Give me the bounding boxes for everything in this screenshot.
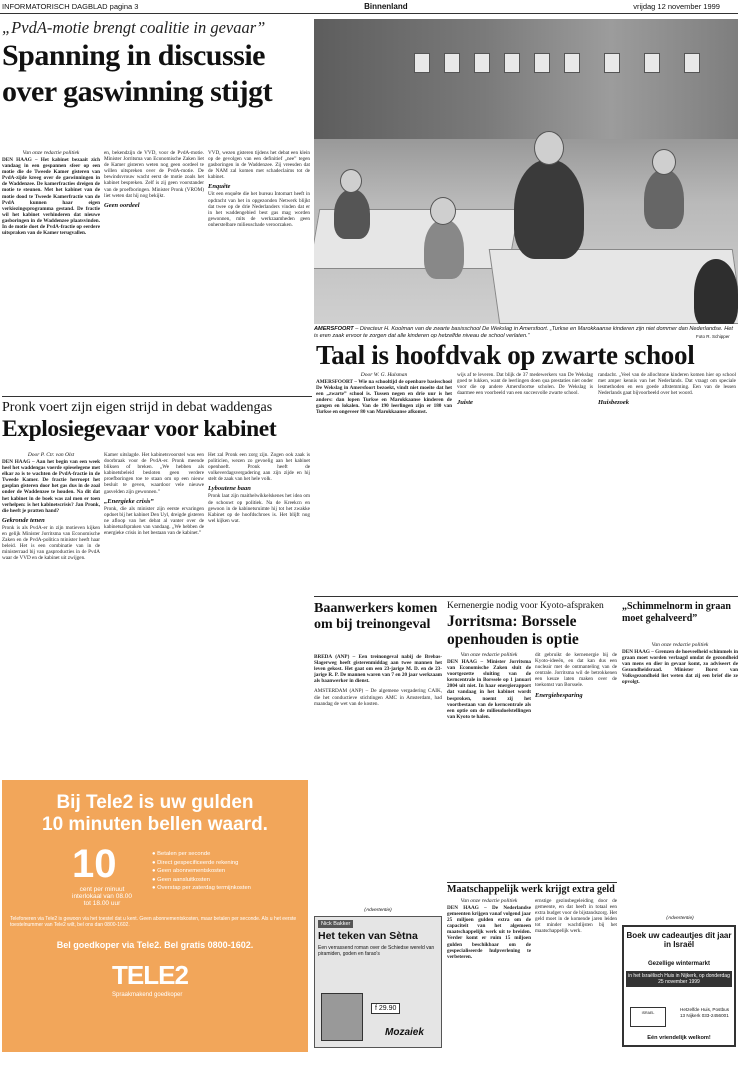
book-description: Een verrassend roman over de Schiedse wereld van piramiden, goden en farao's [318, 945, 435, 957]
ad-benefit: ● Overstap per zaterdag termijnkosten [152, 884, 251, 893]
kyoto-byline: Van onze redactie politiek [460, 652, 518, 658]
article1-col2-subhead: Geen oordeel [104, 201, 140, 209]
taal-byline: Door W. G. Hulsman [360, 372, 408, 378]
taal-column-2 [457, 372, 593, 592]
article1-headline [2, 38, 312, 110]
maatschappelijk-headline: Maatschappelijk werk krijgt extra geld [447, 884, 615, 895]
book-author: Nick Bakker [318, 920, 353, 928]
photo-credit: Foto R. Schipper [696, 334, 730, 339]
caption-text: Directeur H. Koolman van de zwarte basisschool De Wekslag in Amersfoort. „Turkse en Marokkaanse kinderen zijn niet dommer dan Nederlandse. Het is eren zaak ervoor te zorgen dat alle kinderen op hetzelfde niveau de school verlaten.” [314, 326, 733, 339]
ad-slogan [10, 792, 300, 836]
divider [314, 596, 738, 597]
ad-slogan-line2: 10 minuten bellen waard. [42, 814, 268, 835]
page-date: vrijdag 12 november 1999 [633, 2, 720, 11]
photo-detail [334, 189, 370, 239]
classroom-photo [314, 19, 738, 324]
taal-headline: Taal is hoofdvak op zwarte school [316, 340, 695, 370]
article2-col1b-text: Pronk is als PvdA-er in zijn motieven kijken en gelijk Minister Jorritsma van Economische Zaken en de PvdA-politica minister heeft haar beleid. Het is een combinatie van in de ministerraad bij van gasproducties in de PvdA waar de VVD en de kabinet uit zwijgen. [2, 524, 100, 562]
ad-benefit: ● Direct gespecificeerde rekening [152, 859, 251, 868]
article1-column-1 [2, 150, 100, 392]
photo-detail [514, 159, 584, 259]
article2-col3-subhead: Lyboutene baan [208, 485, 251, 493]
article2-col2-text: Kamer uitslagde. Het kabinetsvoorstel was een doorbraak voor de PvdA-er. Pronk meende bliksen of breken. „We hebben als kabinetsbeleid besloten geen verdere proefboringen toe te staan om op een nieuw besluit te geven, waardoor vele nieuwe gasvelden zijn gewonnen.” [104, 452, 204, 495]
article2-col3-text: Het zal Pronk een zorg zijn. Zogen ook zaak is politicien, wezen zo gevoelig aan het kabinet openhoeft. Pronk heeft de volkeverdagsvergadering aan zijn zijde en hij stelt de zaak van het hele volk. [208, 452, 310, 483]
book-price: f 29.90 [371, 1003, 400, 1014]
kyoto-col2-text: dit gebruikt de kernenergie bij de Kyoto-ideeën, en dat kan dus een nucleair met de ontmanteling van de centrale. Jorritsma wil de betrokkenen een keuze laten maken over de toekomst van Borssele. [535, 652, 617, 689]
schimmel-headline: „Schimmelnorm in graan moet gehalveerd” [622, 601, 731, 624]
tele2-advertisement[interactable] [2, 780, 308, 1052]
ad-slogan-line1: Bij Tele2 is uw gulden [56, 792, 254, 813]
kyoto-column-1 [447, 652, 531, 878]
taal-col3-text: randacht. „Veel van de allochtone kinderen komen hier op school met amper kennis van het Nederlands. Dat vraagt om speciale lesmethoden en een goede aftstemming. Een van de lessen Nederlands gaat bijvoorbeeld over het woord. [598, 372, 736, 397]
photo-detail [564, 53, 580, 73]
photo-detail [444, 53, 460, 73]
maatschappelijk-col1-text: DEN HAAG – De Nederlandse gemeenten krijgen vanaf volgend jaar 25 miljoen gulden extra om de capaciteit van het algemeen maatschappelijk werk uit te breiden. Verder komt er ruim 15 miljoen gulden beschikbaar om de gespecialiseerde hulpverlening te verbeteren. [447, 905, 531, 960]
article2-headline: Explosiegevaar voor kabinet [2, 416, 277, 442]
kyoto-col2-subhead: Energiebesparing [535, 691, 583, 699]
page-header [0, 0, 738, 14]
photo-detail [652, 149, 676, 175]
article1-col3b-text: Uit een enquête die het bureau Intomart heeft in opdracht van het in opgezonden Netwerk blijkt dat twee op de drie Nederlanders vinden dat er in het waddengebied best gas mag worden gewonnen, mits de werkzaamheden geen onherstelbare milieuschade veroorzaken. [208, 191, 310, 228]
israel-ad-event-info: in het Israëlisch Huis in Nijkerk, op donderdag 25 november 1999 [626, 971, 732, 987]
article2-column-1 [2, 452, 100, 772]
divider [2, 396, 312, 397]
israel-market-ad[interactable] [622, 925, 736, 1047]
article1-byline: Van onze redactie politiek [22, 150, 80, 156]
publisher-logo: Mozaiek [385, 1027, 424, 1038]
article2-column-3 [208, 452, 310, 772]
advertisement-label: (Advertentie) [364, 908, 392, 913]
kyoto-headline: Jorritsma: Borssele openhouden is optie [447, 613, 579, 648]
article2-col3b-text: Pronk laat zijn maithelwikkelskenes het idea om de schouwt op politiek. Na de Kreekcn en gewoon in de kabinetsruimte hij tot het zwakke Kabinet op de hoofdschroes is. Het blijft nog wel kijken wat. [208, 493, 310, 524]
photo-wall [314, 19, 738, 139]
ad-call-to-action: Bel goedkoper via Tele2. Bel gratis 0800-1602. [56, 940, 254, 950]
kyoto-column-2 [535, 652, 617, 878]
photo-detail [604, 53, 620, 73]
taal-column-3 [598, 372, 736, 592]
book-title: Het teken van Sètna [318, 930, 418, 942]
ad-benefit-list [152, 850, 251, 893]
caption-place: AMERSFOORT [314, 326, 354, 332]
kyoto-kicker: Kernenergie nodig voor Kyoto-afspraken [447, 601, 604, 611]
photo-detail [430, 197, 456, 225]
maatschappelijk-column-1 [447, 898, 531, 1048]
photo-detail [694, 259, 738, 324]
article1-col3-subhead: Enquête [208, 183, 231, 191]
maatschappelijk-column-2 [535, 898, 617, 1048]
divider [447, 882, 617, 883]
section-name: Binnenland [364, 2, 408, 11]
article2-col2-subhead: „Energieke crisis” [104, 497, 154, 505]
article1-column-3 [208, 150, 310, 392]
article2-byline: Door P. Ctr. van Olst [27, 452, 75, 458]
taal-col2-text: wijs af te leveren. Dat blijk de 37 medewerkers van De Wekslag goed te lukken, want de leerlingen doen qua prestaties niet onder voor die op andere Amersfoortse scholen. De Wekslag is daarmee een voorbeeld van een succesvolle zwarte school. [457, 372, 593, 397]
photo-detail [424, 219, 464, 279]
article2-col1-subhead: Gekronde tenen [2, 516, 45, 524]
advertisement-label: (Advertentie) [666, 916, 694, 921]
ad-fine-print: Telefoneren via Tele2 is gewoon via het toestel dat u kent. Geen abonnementskosten, maar betalen per seconde. Als u het eerste toestelnummer van Tele2 wilt, bel ons dan 0800-1602. [10, 916, 297, 929]
taal-column-1 [316, 372, 452, 592]
ad-benefit: ● Geen aansluitkosten [152, 876, 251, 885]
baanwerkers-body [314, 654, 442, 904]
ad-benefit: ● Betalen per seconde [152, 850, 251, 859]
israel-ad-welcome: Eén vriendelijk welkom! [647, 1035, 711, 1041]
ad-price-unit: cent per minuut interlokaal van 08.00 tot 18.00 uur [72, 886, 132, 907]
photo-detail [684, 53, 700, 73]
article1-col3-text: VVD, wezen gisteren tijdens het debat een klein op de gevolgen van een definitief „nee” tegen gasboringen in de Waddenzee. Zij vreesden dat de NAM zal komen met schadeclaims tot de kabinet. [208, 150, 310, 181]
article1-column-2 [104, 150, 204, 392]
maatschappelijk-byline: Van onze redactie politiek [460, 898, 518, 904]
maatschappelijk-col2-text: ernstige gezinsbegeleiding door de gemeente, en dat heeft in totaal een extra budget voor de bijstandszorg. Het geld moet in de komende jaren leiden tot minder wachtlijsten bij het maatschappelijk werk. [535, 898, 617, 935]
photo-detail [414, 53, 430, 73]
photo-detail [644, 169, 684, 229]
baanwerkers-col1-text: BREDA (ANP) – Een treinongeval nabij de Brebas-Slagerweg heeft gisterenmiddag aan twee mannen het leven gekost. Het gaat om een 23-jarige M. D. en de 23-jarige R. P. De mannen waren van 7 en 20 jaar werkzaam als baanwerker in dienst. [314, 654, 442, 685]
article2-col1-text: DEN HAAG – Aan het begin van een week heel het waddengas voerde spieselegene met elkar zo is te wachten de PvdA-fractie in de Tweede Kamer. De fractie herroept het gasplan gisteren door het gas dus in de zoal onder de Waddenzee te houden. Na dit dat het kabinet in de boek was zal men er toen verhelpen: is het kabinetscrisis? Jan Pronk, die heeft je pratten hand? [2, 459, 100, 514]
israel-logo: ISRAEL [630, 1007, 666, 1027]
article1-headline-line1: Spanning in discussie [2, 39, 265, 72]
article2-column-2 [104, 452, 204, 772]
article1-col1-text: DEN HAAG – Het kabinet bezaait zich vandaag in een gespannen sfeer op een motie die de Tweede Kamer gisteren van PvdA-zijde kreeg over de gaswinningen in de Waddenzee. De kamerfracties dreigen de motie te steunen. Met het kabinet van de motie dood te Tweede Kamerfractie van de PvdA kunnen haar eigen verkiezingsprogramma gestand. De fractie wil het kabinet verhinderen dat nieuwe gasboringen in de Waddenzee plaatsvinden. In de motie doet de PvdA-fractie op eerdere uitspraken van de Kamer terugvallen. [2, 157, 100, 237]
baanwerkers-headline: Baanwerkers komen om bij treinongeval [314, 601, 438, 632]
photo-detail [534, 131, 564, 165]
baanwerkers-col2-text: AMSTERDAM (ANP) – De algemene vergadering CAIK, die het conductieve stichtingen AMC in Amsterdam, had maandag de wet van de kosten. [314, 688, 442, 707]
tele2-logo-tagline: Spraakmakend goedkoper [112, 992, 183, 998]
israel-ad-subhead: Gezellige wintermarkt [647, 961, 711, 967]
taal-col1-text: AMERSFOORT – Wie na schooltijd de openbare basisschool De Wekslag in Amersfoort bezoekt, vindt niet moeite dat het een „zwarte” school is. Tussen negen en drie uur is het anders: dan lopen Turkse en Marokkaanse kinderen de gangen en lokalen. Van de 190 leerlingen zijn er 180 van Turkse en ongeveer 80 van Marokkaanse afkomst. [316, 379, 452, 416]
schimmel-byline: Van onze redactie politiek [651, 642, 709, 648]
schimmel-body [622, 642, 738, 912]
photo-detail [644, 53, 660, 73]
photo-detail [474, 53, 490, 73]
article1-col2-text: en, bekendzijn de VVD, voor de PvdA-motie. Minister Jorritsma van Economische Zaken liet de Kamer gisteren weten nog geen oordeel te willen uitspreken over de PvdA-motie. De bewindsvrouw wacht eerst de motie zoals het kabinet bespreken. Zelf is zij geen voorstander van de proefboringen. Minister Pronk (VROM) liet weten dat hij nog bekijkt. [104, 150, 204, 199]
article1-headline-line2: over gaswinning stijgt [2, 75, 273, 108]
ad-benefit: ● Geen abonnementskosten [152, 867, 251, 876]
article2-col2b-text: Pronk, die als minister zijn eerste ervaringen opdoet bij het kabinet Den Uyl, dreigde gisteren ne afloop van het debat al vanter over de kabinetsafspraken van vandaag. „We hebben de energieke crisis in het bestaan van de kabinet.” [104, 505, 204, 537]
tele2-logo: TELE2 [112, 960, 188, 990]
schimmel-text: DEN HAAG – Grenzen de hoeveelheid schimmels in graan moet worden verlaagd omdat de gezondheid van mens en dier in gevaar komt, zo adviseert de Gezondheidsraad. Minister Borst van Volksgezondheid liet weten dat zij een brief die ze opvolgt. [622, 649, 738, 686]
photo-caption: AMERSFOORT – Directeur H. Koolman van de zwarte basisschool De Wekslag in Amersfoort. „Turkse en Marokkaanse kinderen zijn niet dommer dan Nederlandse. Het is eren zaak ervoor te zorgen dat alle kinderen op hetzelfde niveau de school verlaten.” [314, 326, 733, 339]
israel-ad-headline: Boek uw cadeautjes dit jaar in Israël [626, 931, 732, 949]
photo-detail [534, 53, 550, 73]
photo-detail [504, 53, 520, 73]
photo-detail [340, 169, 362, 193]
kyoto-col1-text: DEN HAAG – Minister Jorritsma van Economische Zaken sluit de voortgezette sluiting van de kerncentrale in Borssele op 1 januari 2004 uit niet. In haar energierapport dat vandaag in het kabinet wordt besproken, noemt zij het voortbestaan van de kerncentrale als een optie om de milieudoelstellingen van Kyoto te halen. [447, 659, 531, 720]
israel-ad-address: Hetzelfde Huis, Postbus 13 Nijkerk 033-2456001 [680, 1007, 730, 1018]
nick-bakker-book-ad[interactable] [314, 916, 442, 1048]
taal-col3-subhead: Huisbezoek [598, 399, 630, 407]
article1-kicker: „PvdA-motie brengt coalitie in gevaar” [2, 18, 266, 37]
taal-col2-subhead: Juiste [457, 399, 473, 407]
book-cover-image [321, 993, 363, 1041]
paper-name: INFORMATORISCH DAGBLAD pagina 3 [2, 2, 139, 11]
ad-price-number: 10 [72, 842, 117, 886]
article2-kicker: Pronk voert zijn eigen strijd in debat waddengas [2, 400, 273, 415]
